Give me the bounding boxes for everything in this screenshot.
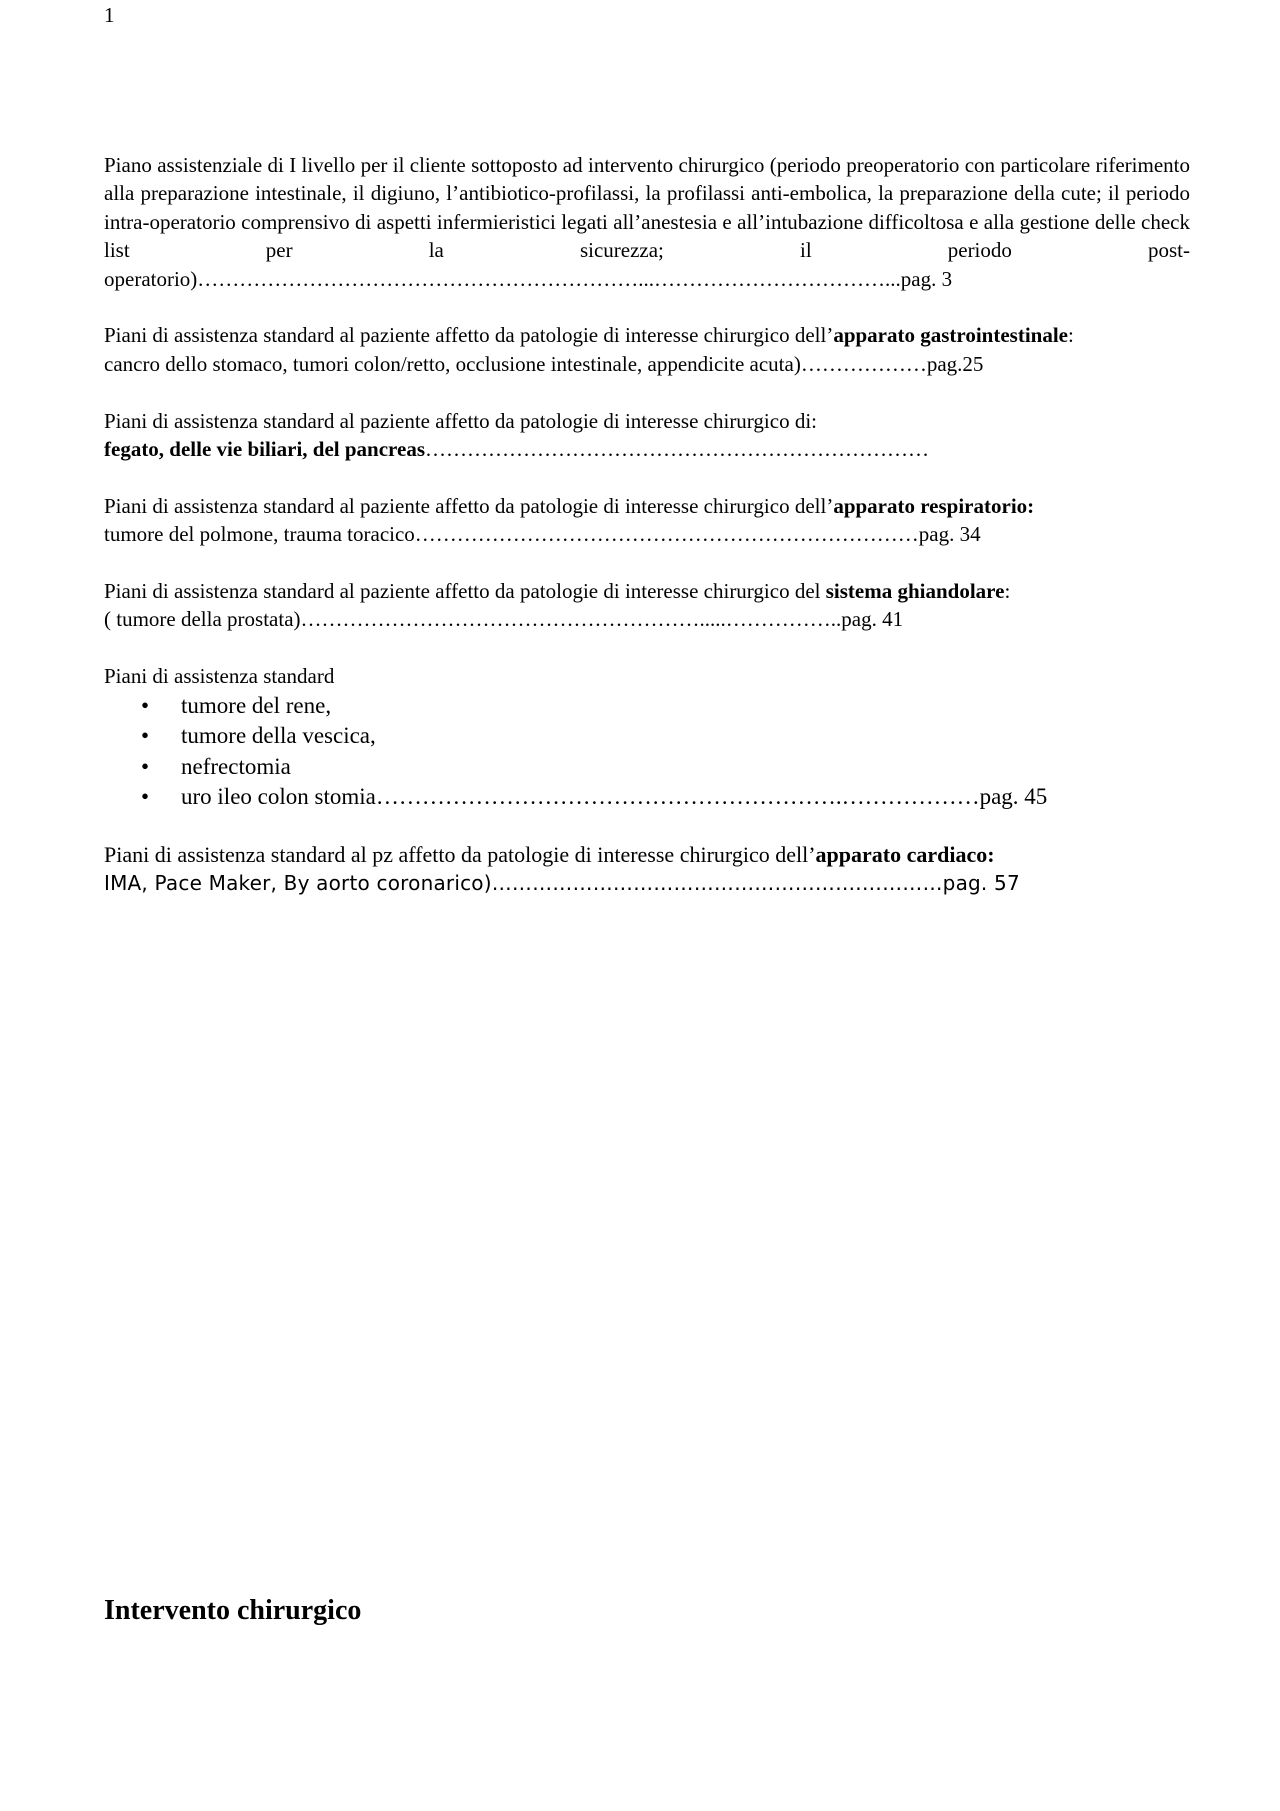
bullet-icon: • (141, 753, 150, 779)
section-heading: Intervento chirurgico (104, 1595, 362, 1626)
list-item: • tumore della vescica, (104, 721, 1190, 752)
bullet-icon: • (141, 692, 150, 718)
toc-entry-glandular-colon: : (1004, 579, 1011, 604)
toc-entry-liver (104, 407, 1190, 464)
toc-entry-cardiac-intro: Piani di assistenza standard al pz affetto da patologie di interesse chirurgico dell’ (104, 842, 816, 868)
toc-entry-respiratory-detail: tumore del polmone, trauma toracico………………………………………………………………pag. 34 (104, 522, 981, 547)
toc-entry-gastrointestinal-colon: : (1068, 323, 1074, 348)
toc-entry-cardiac-detail: IMA, Pace Maker, By aorto coronarico)……………………………………………….…………pag. 57 (104, 871, 1020, 896)
toc-entry-liver-title: Piani di assistenza standard al paziente affetto da patologie di interesse chirurgico di: (104, 408, 817, 433)
bullet-icon: • (141, 723, 150, 749)
list-item: • uro ileo colon stomia…………………………………………………….………………pag. 45 (104, 782, 1190, 813)
toc-entry-respiratory-intro: Piani di assistenza standard al paziente affetto da patologie di interesse chirurgico dell’ (104, 493, 834, 518)
toc-entry-urology-list (104, 691, 1190, 813)
toc-entry-perioperative (104, 151, 1190, 293)
toc-entry-glandular-detail: ( tumore della prostata)………………………………………………….....……………..pag. 41 (104, 607, 904, 632)
toc-entry-urology (104, 662, 1190, 812)
toc-entry-glandular-bold: sistema ghiandolare (825, 579, 1005, 604)
list-item: • nefrectomia (104, 752, 1190, 783)
list-item: • tumore del rene, (104, 691, 1190, 722)
toc-entry-liver-bold: fegato, delle vie biliari, del pancreas (104, 437, 425, 462)
toc-entry-liver-dots: ……………………………………………………………… (425, 437, 929, 462)
toc-entry-urology-title: Piani di assistenza standard (104, 664, 335, 689)
toc-entry-gastrointestinal-detail: cancro dello stomaco, tumori colon/retto, occlusione intestinale, appendicite acuta)………………pag.25 (104, 351, 984, 376)
toc-entry-respiratory (104, 492, 1190, 549)
table-of-contents (104, 151, 1190, 898)
toc-entry-gastrointestinal-title (104, 321, 1190, 349)
toc-entry-gastrointestinal (104, 321, 1190, 378)
page-number: 1 (104, 3, 115, 27)
toc-entry-respiratory-bold: apparato respiratorio: (833, 493, 1035, 518)
toc-entry-gastrointestinal-intro: Piani di assistenza standard al paziente affetto da patologie di interesse chirurgico dell’ (104, 323, 834, 348)
toc-entry-glandular (104, 577, 1190, 634)
toc-entry-gastrointestinal-bold: apparato gastrointestinale (833, 323, 1069, 348)
bullet-icon: • (141, 784, 150, 810)
toc-entry-perioperative-text: Piano assistenziale di I livello per il cliente sottoposto ad intervento chirurgico (periodo preoperatorio con particolare riferimento alla preparazione intestinale, il digiuno, l’antibiotico-profilassi, la profilassi anti-embolica, la preparazione della cute; il periodo intra-operatorio comprensivo di aspetti infermieristici legati all’anestesia e all’intubazione difficoltosa e alla gestione delle check list per la sicurezza; il periodo post-operatorio)………………………………………………………...……………………………...pag. 3 (104, 153, 1190, 291)
toc-entry-glandular-intro: Piani di assistenza standard al paziente affetto da patologie di interesse chirurgico del (104, 579, 821, 604)
toc-entry-cardiac (104, 841, 1190, 898)
toc-entry-cardiac-bold: apparato cardiaco: (815, 842, 995, 868)
